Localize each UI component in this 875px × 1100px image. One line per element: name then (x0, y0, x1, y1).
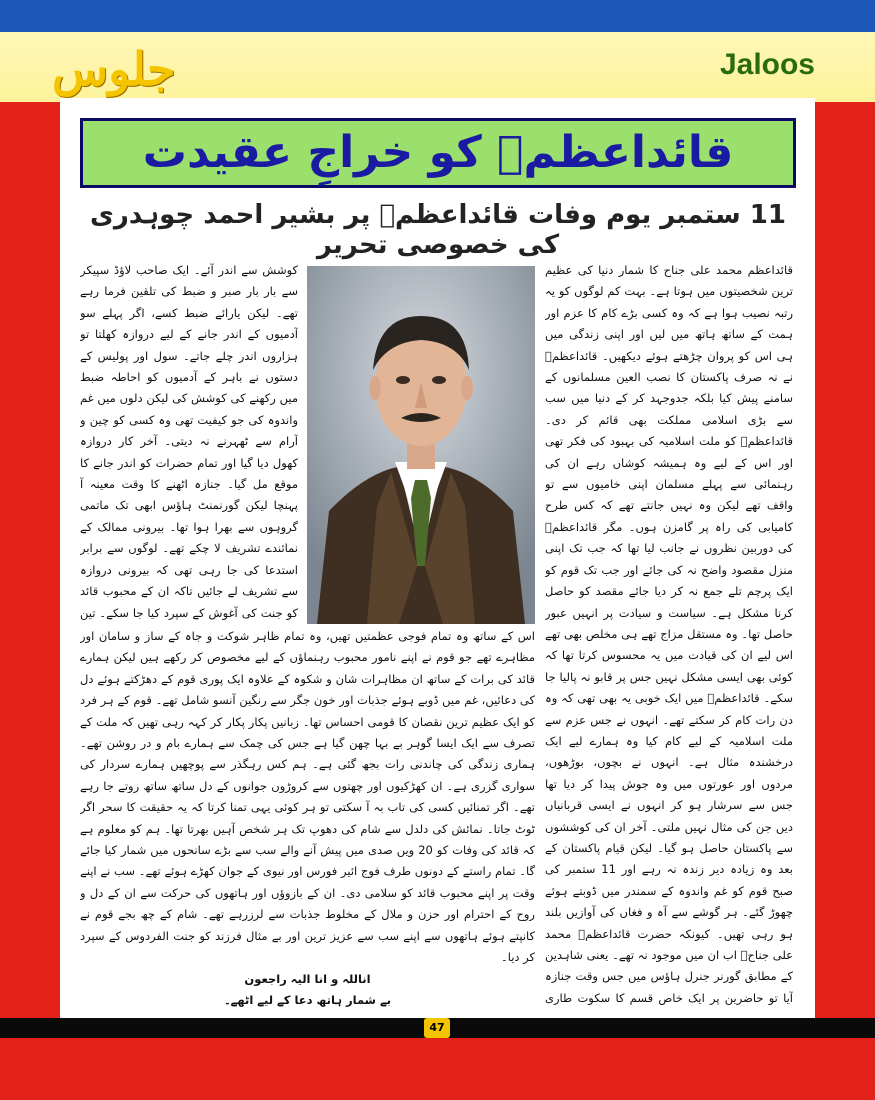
title-box (80, 118, 796, 188)
column-left-bottom-text (80, 626, 535, 1012)
column-left-top-paragraph: کوشش سے اندر آئے۔ ایک صاحب لاؤڈ سپیکر سے بار بار صبر و ضبط کی تلقین فرما رہے تھے۔ لیکن یارائے ضبط کسے، اگر پہلے سو آدمیوں کے اندر جانے کے لیے دروازہ کھلتا تو ہزاروں اندر چلے جاتے۔ سول اور پولیس کے دستوں نے باہر کے آدمیوں کو احاطہ ضبط میں رکھنے کی کوشش کی لیکن دلوں میں غم واندوہ کی جو کیفیت تھی وہ کسی کو چین و آرام سے ٹھہرنے نہ دیتی۔ آخر کار دروازہ کھول دیا گیا اور تمام حضرات کو اندر جانے کا موقع مل گیا۔ جنازہ اٹھنے کا وقت معینہ آ پہنچا لیکن گورنمنٹ ہاؤس ابھی تک ماتمی گروہوں سے بھرا ہوا تھا۔ بیرونی ممالک کے نمائندے تشریف لا چکے تھے۔ لوگوں سے برابر استدعا کی جا رہی تھی کہ بیرونی دروازہ سے تشریف لے جائیں تاکہ ان کے محبوب قائد کو جنت کی آغوش کے سپرد کیا جا سکے۔ تین (80, 263, 298, 620)
portrait-photo (307, 266, 535, 624)
portrait-illustration (307, 266, 535, 624)
column-left-top-text (80, 260, 298, 624)
verse-line-2: بے شمار ہاتھ دعا کے لیے اٹھے۔ (223, 992, 392, 1007)
brand-name: Jaloos (719, 48, 815, 81)
column-right-text (545, 260, 793, 1012)
magazine-logo: جلوس (52, 42, 176, 96)
column-left-bottom-paragraph: اس کے ساتھ وہ تمام فوجی عظمتیں تھیں، وہ تمام ظاہر شوکت و جاہ کے ساز و سامان اور مظاہرے تھے جو قوم نے اپنے نامور محبوب رہنماؤں کے لیے مخصوص کر رکھے ہیں لیکن ہمارے قائد کی برات کے ساتھ ان مظاہرات شان و شکوہ کے علاوہ ایک پوری قوم کے دھڑکتے ہوئے دل کی دعائیں، غم میں ڈوبے ہوئے جذبات اور خون جگر سے رنگین آنسو شامل تھے۔ قوم کے ہر فرد کو ایک عظیم ترین نقصان کا قومی احساس تھا۔ زبانیں پکار پکار کر کہہ رہی تھیں کہ ملت کے تصرف سے ایک ایسا گوہر بے بہا چھن گیا ہے جس کی چمک سے ہمارے بام و در روشن تھے۔ ہماری زندگی کی چاندنی رات بجھ گئی ہے۔ ہم کس رہگذر سے پوچھیں ہمارے سردار کی سواری گزری ہے۔ ان کھڑکیوں اور چھتوں سے کروڑوں جوانوں کے دل ساتھ ساتھ روتے جا رہے تھے۔ اگر تمنائیں کسی کی تاب بہ آ سکتی تو ہر کوئی یہی تمنا کرتا کہ یہ حقیقت کا سحر اگر ٹوٹ جاتا۔ نمائش کی دلدل سے شام کی دھوپ تک ہر شخص آہیں بھرتا تھا۔ ہم کو معلوم ہے کہ قائد کی وفات کو 20 ویں صدی میں پیش آنے والے سب سے بڑے سانحوں میں شمار کیا جائے گا۔ تمام راستے کے دونوں طرف فوج ائیر فورس اور نیوی کے جوان کھڑے ہوئے تھے۔ سب نے اپنے وقت پر اپنے محبوب قائد کو سلامی دی۔ ان کے بازوؤں اور ہاتھوں کی حرکت سے ان کے دل و روح کے احترام اور حزن و ملال کے مخلوط جذبات سے لرزرہے تھے۔ شام کے چھ بجے قوم نے کانپتے ہوئے ہاتھوں سے اپنے سب سے عزیز ترین اور بے مثال فرزند کو جنت الفردوس کے سپرد کر دیا۔ (80, 629, 535, 965)
verse-line-1: اناللہ و انا الیہ راجعون (244, 971, 371, 986)
column-right-paragraph: قائداعظم محمد علی جناح کا شمار دنیا کی عظیم ترین شخصیتوں میں ہوتا ہے۔ بہت کم لوگوں کو یہ رتبہ نصیب ہوا ہے کہ وہ کسی بڑے کام کا عزم اور ہمت کے ساتھ ہاتھ میں لیں اور اپنی زندگی میں ہی اس کو پروان چڑھتے ہوئے دیکھیں۔ قائداعظمؒ نے نہ صرف پاکستان کا نصب العین مسلمانوں کے سامنے پیش کیا بلکہ جدوجہد کر کے دنیا میں سب سے بڑی اسلامی مملکت بھی قائم کر دی۔ قائداعظمؒ کو ملت اسلامیہ کی بہبود کی فکر تھی اور اس کے لیے وہ ہمیشہ کوشاں رہے ان کی رہنمائی سے پہلے مسلمان اپنی خامیوں سے تو واقف تھے لیکن وہ نہیں جانتے تھے کہ کس طرح کامیابی کی راہ پر گامزن ہوں۔ مگر قائداعظمؒ کی دوربین نظروں نے جانب لیا تھا کہ جب تک اپنی منزل مقصود واضح نہ کی جائے اور جب تک قوم کو ایک پرچم تلے جمع نہ کر دیا جائے مقصد کو حاصل کرنا مشکل ہے۔ سیاست و سیادت پر انہیں عبور حاصل تھا۔ وہ مستقل مزاج تھے ہی مخلص بھی تھے اس لیے ان کی قیادت میں یہ محسوس کرتا تھا کہ کوئی بھی ایسی مشکل نہیں جس پر قابو نہ پالیا جا سکے۔ قائداعظمؒ میں ایک خوبی یہ بھی تھی کہ وہ دن رات کام کر سکتے تھے۔ انہوں نے جس عزم سے ملت اسلامیہ کے لیے کام کیا وہ ہمارے لیے ایک درخشندہ مثال ہے۔ انہوں نے بچوں، بوڑھوں، مردوں اور عورتوں میں وہ جوش پیدا کر دیا تھا جس سے سرشار ہو کر انہوں نے ایسی قربانیاں دیں جن کی مثال نہیں ملتی۔ آخر ان کی کوششوں سے پاکستان حاصل ہو گیا۔ لیکن قیام پاکستان کے بعد وہ زیادہ دیر زندہ نہ رہے اور 11 ستمبر کی صبح قوم کو غم واندوہ کے سمندر میں ڈوبتے ہوئے چھوڑ گئے۔ ہر گوشے سے آہ و فغاں کی آوازیں بلند ہو رہی تھیں۔ کیونکہ حضرت قائداعظمؒ محمد علی جناحؒ اب ان میں موجود نہ تھے۔ یعنی شاہدین کے مطابق گورنر جنرل ہاؤس میں جس وقت جنازہ آیا تو حاضرین پر ایک خاص قسم کا سکوت طاری (545, 263, 793, 1005)
article-title: قائداعظمؒ کو خراجِ عقیدت (142, 127, 734, 178)
article-subtitle: 11 ستمبر یوم وفات قائداعظمؒ پر بشیر احمد چوہدری کی خصوصی تحریر (90, 200, 786, 260)
top-blue-band (0, 0, 875, 32)
page-number: 47 (424, 1018, 450, 1038)
